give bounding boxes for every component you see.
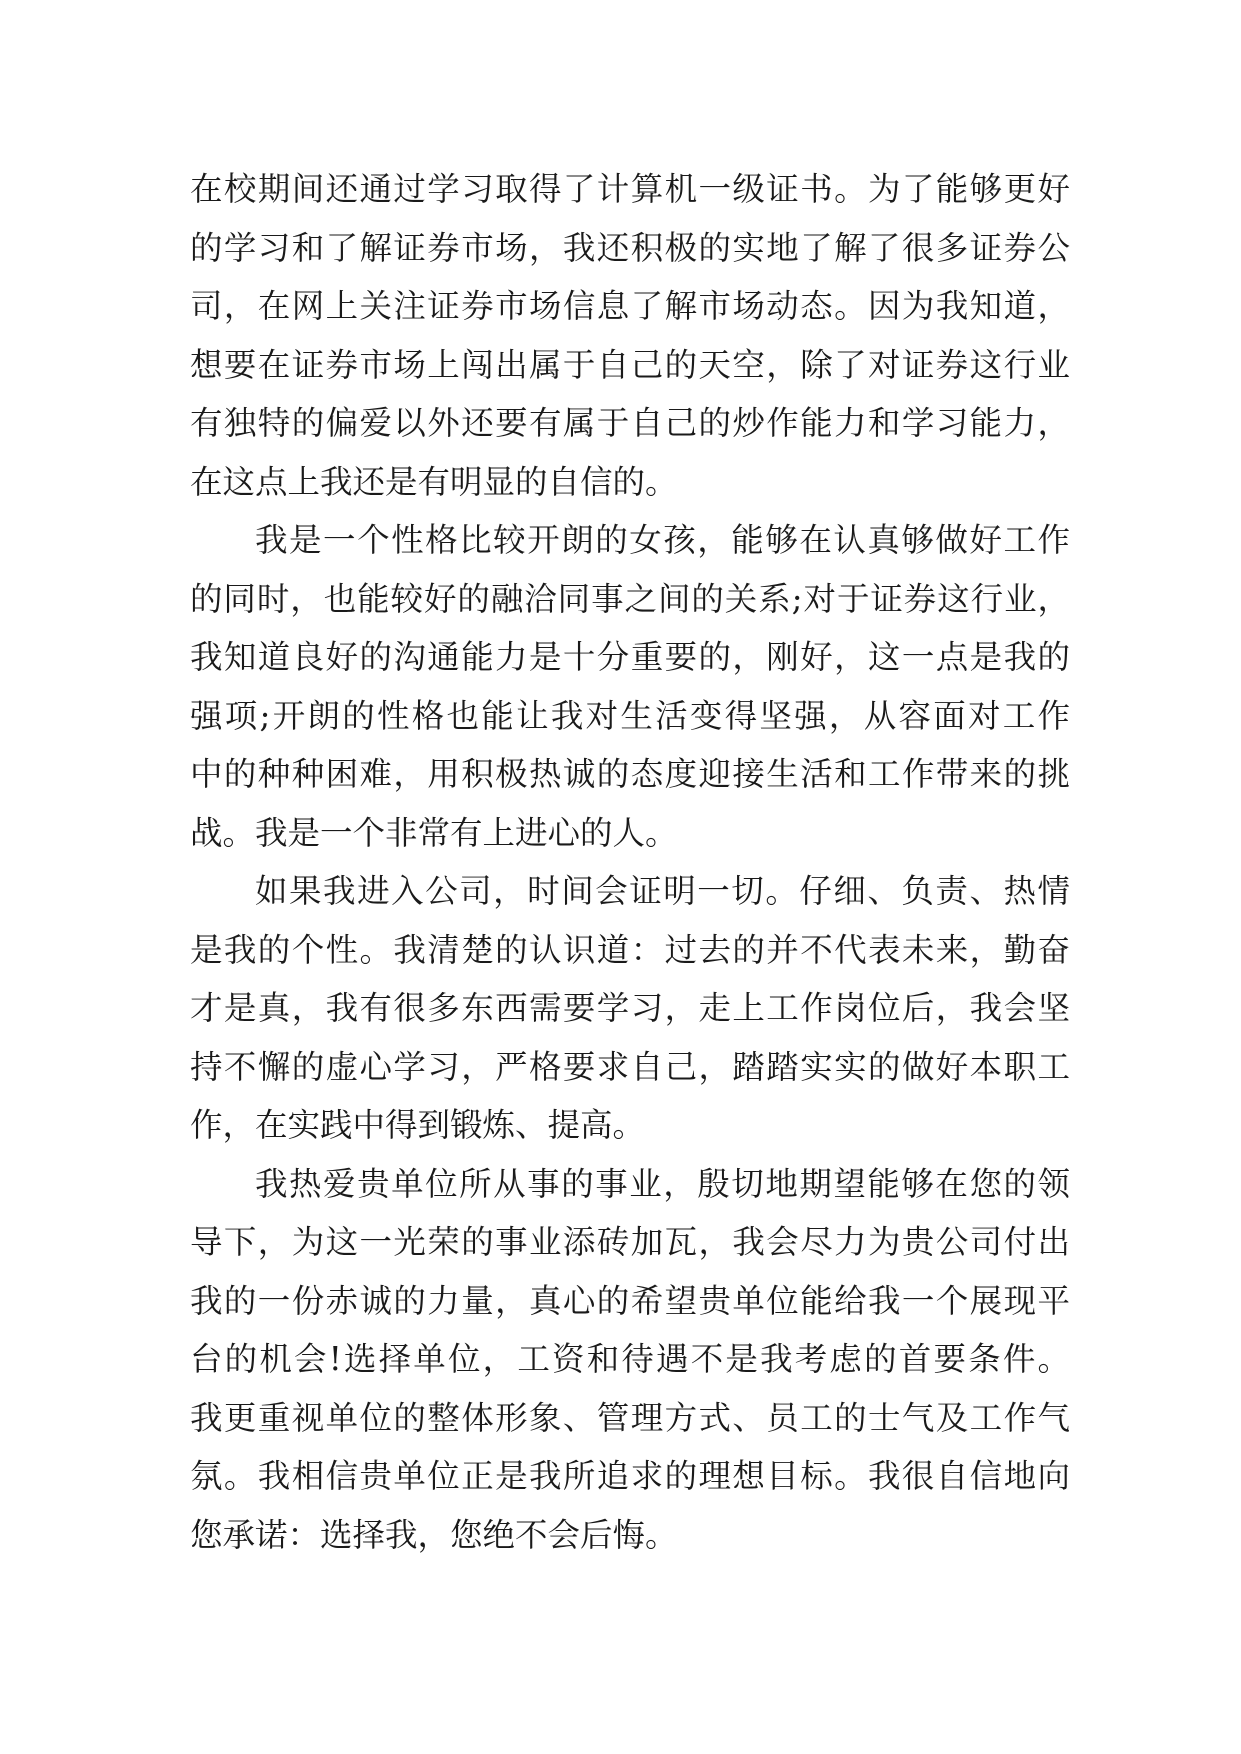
text-line: 的学习和了解证券市场，我还积极的实地了解了很多证券公 xyxy=(190,228,1070,267)
text-line: 司，在网上关注证券市场信息了解市场动态。因为我知道， xyxy=(190,287,1070,325)
text-line: 氛。我相信贵单位正是我所追求的理想目标。我很自信地向 xyxy=(190,1457,1070,1495)
text-line: 强项;开朗的性格也能让我对生活变得坚强，从容面对工作 xyxy=(190,696,1070,735)
text-line: 我更重视单位的整体形象、管理方式、员工的士气及工作气 xyxy=(190,1398,1070,1437)
paragraph-4 xyxy=(190,1155,1070,1565)
text-line: 我热爱贵单位所从事的事业，殷切地期望能够在您的领 xyxy=(255,1164,1070,1203)
text-line: 我的一份赤诚的力量，真心的希望贵单位能给我一个展现平 xyxy=(190,1281,1070,1320)
text-line: 在校期间还通过学习取得了计算机一级证书。为了能够更好 xyxy=(190,170,1070,208)
text-line: 导下，为这一光荣的事业添砖加瓦，我会尽力为贵公司付出 xyxy=(190,1223,1070,1261)
paragraph-3 xyxy=(190,862,1070,1155)
text-line: 才是真，我有很多东西需要学习，走上工作岗位后，我会坚 xyxy=(190,989,1070,1027)
text-line: 中的种种困难，用积极热诚的态度迎接生活和工作带来的挑 xyxy=(190,755,1070,793)
paragraph-2 xyxy=(190,511,1070,862)
paragraph-1 xyxy=(190,160,1070,511)
text-line: 如果我进入公司，时间会证明一切。仔细、负责、热情 xyxy=(255,872,1070,910)
text-line: 我知道良好的沟通能力是十分重要的，刚好，这一点是我的 xyxy=(190,638,1070,676)
text-line: 有独特的偏爱以外还要有属于自己的炒作能力和学习能力， xyxy=(190,404,1070,442)
text-line: 台的机会!选择单位，工资和待遇不是我考虑的首要条件。 xyxy=(190,1340,1070,1378)
text-line: 作，在实践中得到锻炼、提高。 xyxy=(190,1106,646,1144)
text-line: 我是一个性格比较开朗的女孩，能够在认真够做好工作 xyxy=(255,521,1070,559)
document-body xyxy=(190,160,1070,1564)
text-line: 您承诺：选择我，您绝不会后悔。 xyxy=(190,1515,678,1554)
text-line: 想要在证券市场上闯出属于自己的天空，除了对证券这行业 xyxy=(190,345,1070,384)
text-line: 的同时，也能较好的融洽同事之间的关系;对于证券这行业， xyxy=(190,579,1070,618)
text-line: 持不懈的虚心学习，严格要求自己，踏踏实实的做好本职工 xyxy=(190,1047,1070,1086)
text-line: 战。我是一个非常有上进心的人。 xyxy=(190,813,678,852)
text-line: 是我的个性。我清楚的认识道：过去的并不代表未来，勤奋 xyxy=(190,930,1070,969)
text-line: 在这点上我还是有明显的自信的。 xyxy=(190,462,678,501)
